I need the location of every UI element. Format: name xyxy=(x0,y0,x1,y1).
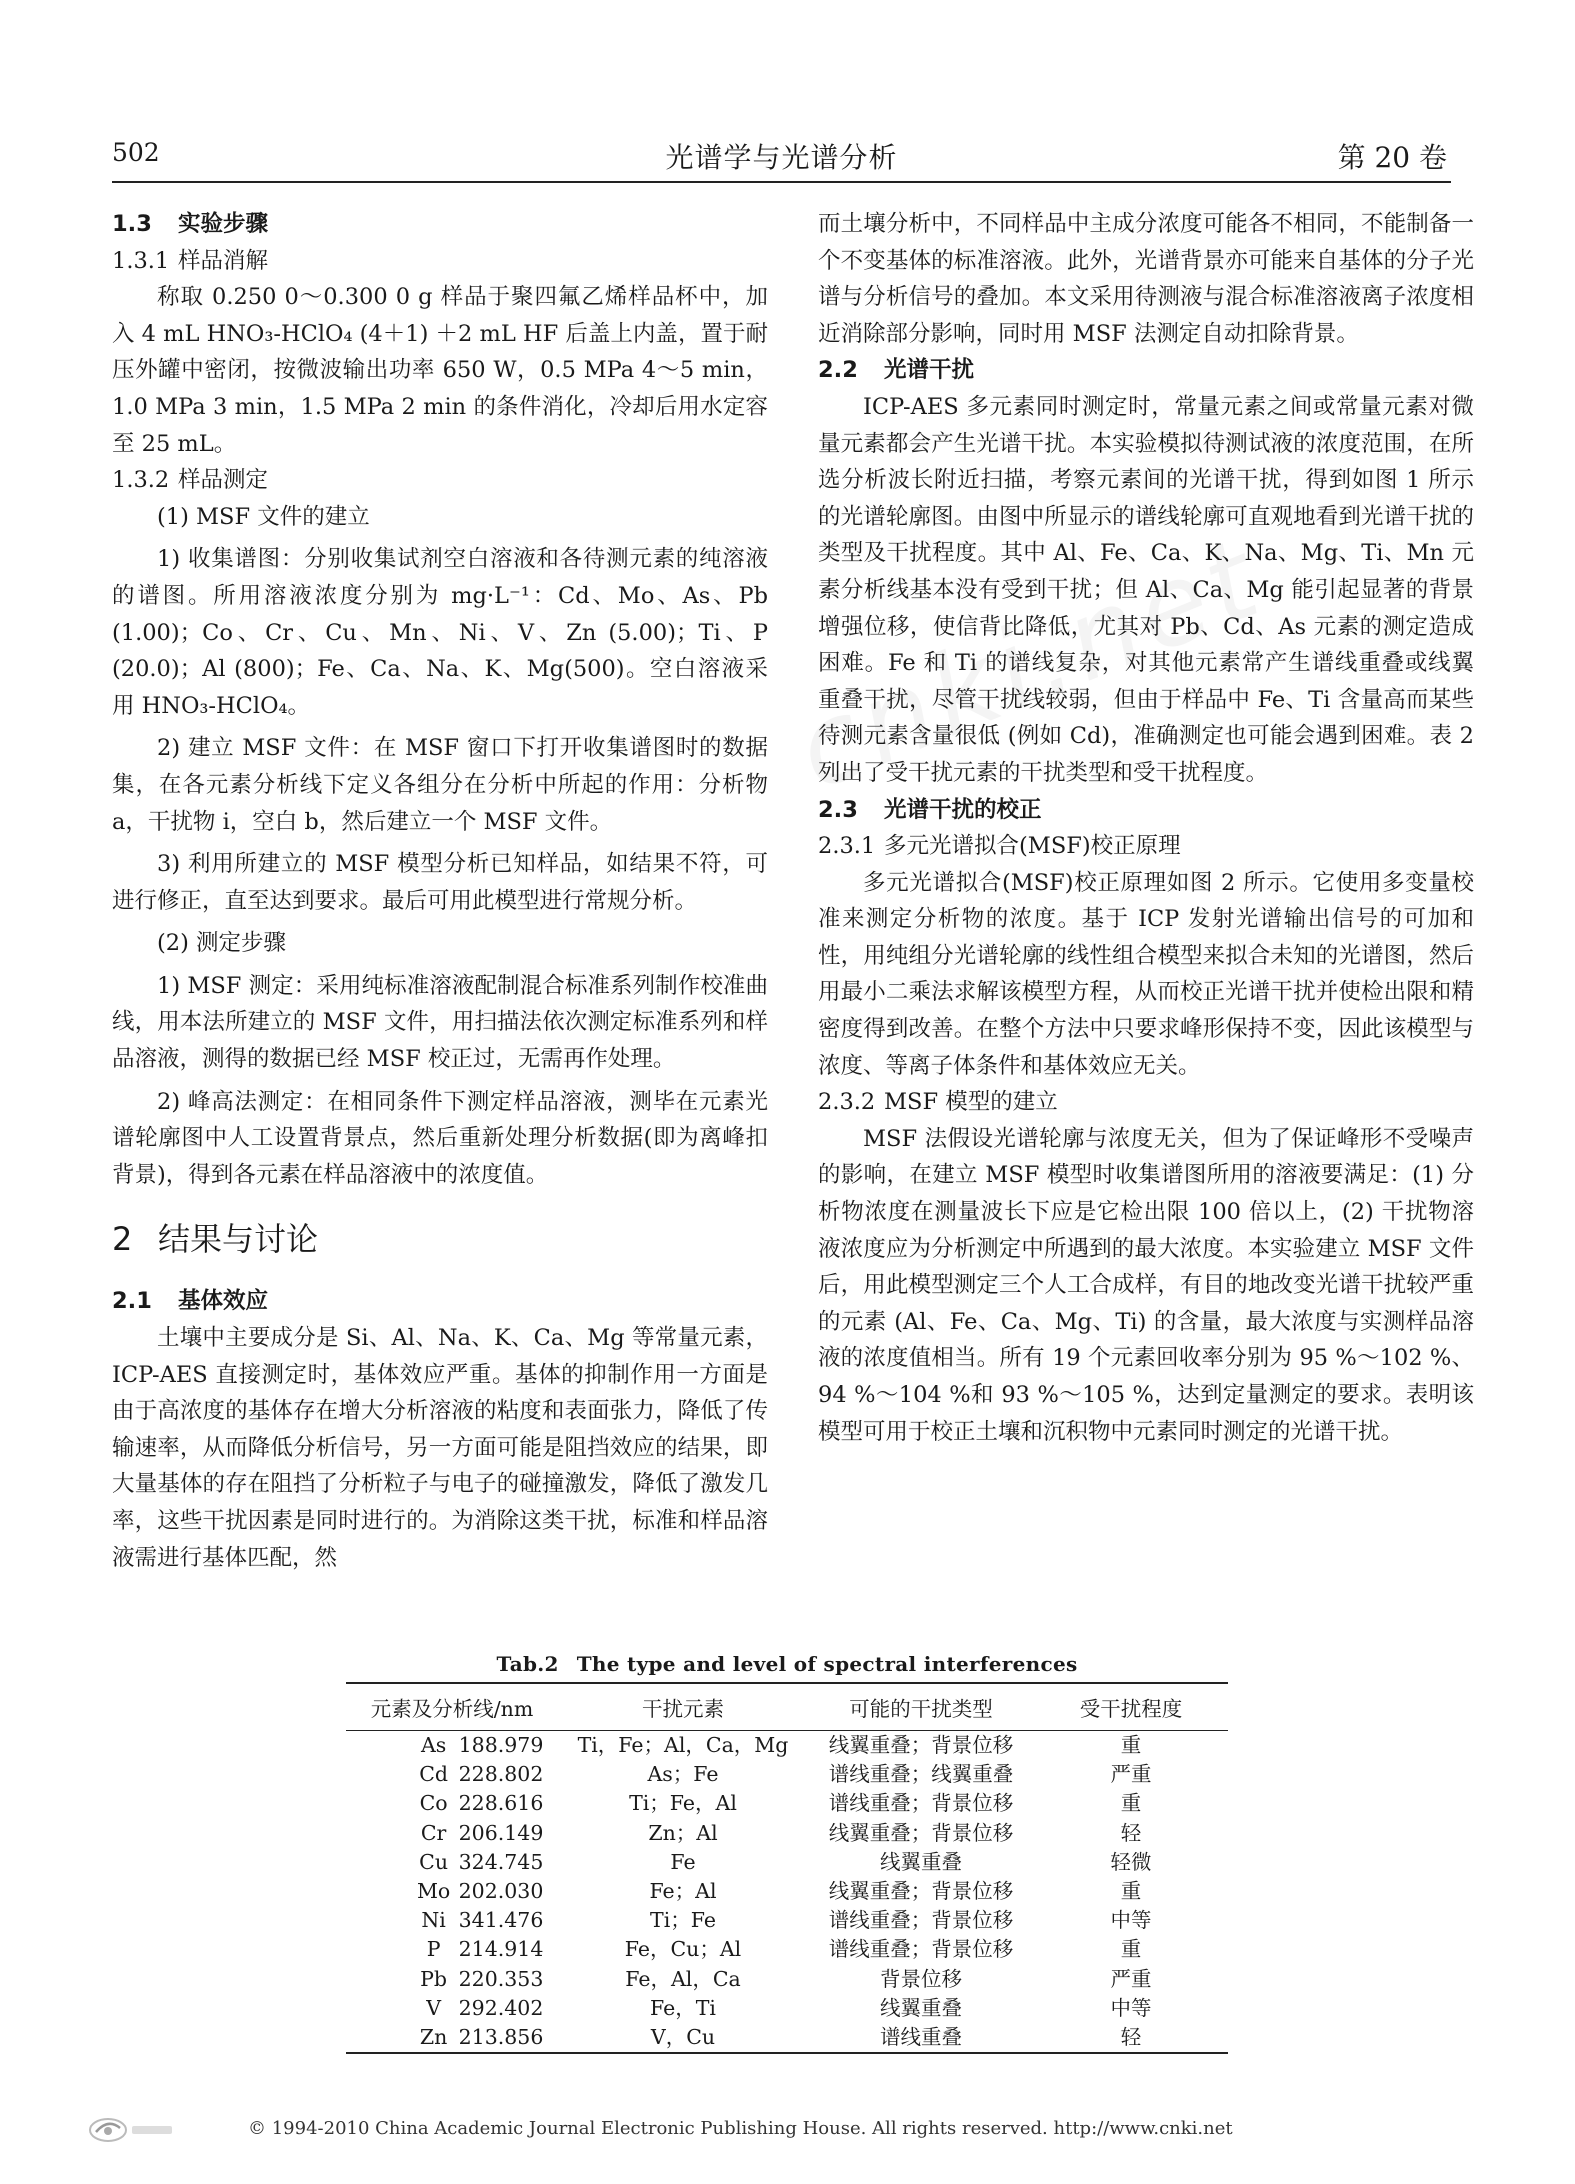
section-number: 2.1 xyxy=(112,1288,152,1315)
cell-element-line xyxy=(346,1848,558,1877)
wavelength: 220.353 xyxy=(458,1966,544,1991)
cell-interference-level: 严重 xyxy=(1110,1966,1152,1991)
cell-element-line xyxy=(346,1935,558,1964)
element-symbol: Cu xyxy=(419,1849,449,1874)
cell-interference-level: 重 xyxy=(1120,1791,1142,1816)
paragraph-spectral-interference: ICP-AES 多元素同时测定时，常量元素之间或常量元素对微量元素都会产生光谱干扰。本实验模拟待测试液的浓度范围，在所选分析波长附近扫描，考察元素间的光谱干扰，得到如图 1 所示的光谱轮廓图。由图中所显示的谱线轮廓可直观地看到光谱干扰的类型及干扰程度。其中 Al、Fe、Ca、K、Na、Mg、Ti、Mn 元素分析线基本没有受到干扰；但 Al、Ca、Mg 能引起显著的背景增强位移，使信背比降低，尤其对 Pb、Cd、As 元素的测定造成困难。Fe 和 Ti 的谱线复杂，对其他元素常产生谱线重叠或线翼重叠干扰，尽管干扰线较弱，但由于样品中 Fe、Ti 含量高而某些待测元素含量很低 (例如 Cd)，准确测定也可能会遇到困难。表 2 列出了受干扰元素的干扰类型和受干扰程度。 xyxy=(818,393,1474,786)
cell-interference-level: 重 xyxy=(1120,1733,1142,1757)
cell-interference-type: 线翼重叠；背景位移 xyxy=(828,1820,1014,1845)
cnki-logo-icon xyxy=(86,2114,178,2146)
table-row xyxy=(346,1731,1228,1761)
paragraph-msf-model: MSF 法假设光谱轮廓与浓度无关，但为了保证峰形不受噪声的影响，在建立 MSF 模型时收集谱图所用的溶液要满足：(1) 分析物浓度在测量波长下应是它检出限 100 倍以上，(2) 干扰物溶液浓度应为分析测定中所遇到的最大浓度。本实验建立 MSF 文件后，用此模型测定三个人工合成样，有目的地改变光谱干扰较严重的元素 (Al、Fe、Ca、Mg、Ti) 的含量，最大浓度与实测样品溶液的浓度值相当。所有 19 个元素回收率分别为 95 %～102 %、94 %～104 %和 93 %～105 %，达到定量测定的要求。表明该模型可用于校正土壤和沉积物中元素同时测定的光谱干扰。 xyxy=(818,1125,1474,1445)
cell-element-line xyxy=(346,1760,558,1789)
cell-element-line xyxy=(346,1906,558,1935)
section-title: 实验步骤 xyxy=(178,211,269,237)
element-symbol: Mo xyxy=(416,1879,451,1904)
wavelength: 228.616 xyxy=(458,1791,544,1816)
paragraph-digestion: 称取 0.250 0～0.300 0 g 样品于聚四氟乙烯样品杯中，加入 4 mL HNO₃-HClO₄ (4＋1) ＋2 mL HF 后盖上内盖，置于耐压外罐中密闭，按微波输出功率 650 W，0.5 MPa 4～5 min，1.0 MPa 3 min，1.5 MPa 2 min 的条件消化，冷却后用水定容至 25 mL。 xyxy=(112,284,768,457)
cell-element-line xyxy=(346,1877,558,1906)
section-heading-1-3 xyxy=(112,206,768,243)
wavelength: 228.802 xyxy=(458,1762,544,1787)
paragraph-step-2: 2) 建立 MSF 文件：在 MSF 窗口下打开收集谱图时的数据集，在各元素分析线下定义各组分在分析中所起的作用：分析物 a，干扰物 i，空白 b，然后建立一个 MSF 文件。 xyxy=(112,735,768,835)
section-number: 2.3.1 xyxy=(818,833,876,860)
element-symbol: Pb xyxy=(420,1966,448,1991)
cell-interference-type: 线翼重叠；背景位移 xyxy=(828,1879,1014,1904)
column-header: 干扰元素 xyxy=(642,1697,724,1721)
paragraph-matrix-effect: 土壤中主要成分是 Si、Al、Na、K、Ca、Mg 等常量元素，ICP-AES 直接测定时，基体效应严重。基体的抑制作用一方面是由于高浓度的基体存在增大分析溶液的粘度和表面张力，降低了传输速率，从而降低分析信号，另一方面可能是阻挡效应的结果，即大量基体的存在阻挡了分析粒子与电子的碰撞激发，降低了激发几率，这些干扰因素是同时进行的。为消除这类干扰，标准和样品溶液需进行基体匹配，然 xyxy=(112,1325,768,1571)
cell-interferents: Ti，Fe；Al，Ca，Mg xyxy=(577,1733,789,1757)
element-symbol: As xyxy=(420,1733,447,1757)
list-item-measurement: (2) 测定步骤 xyxy=(157,930,287,957)
table-row xyxy=(346,1877,1228,1906)
section-title: 多元光谱拟合(MSF)校正原理 xyxy=(884,833,1181,860)
table-row xyxy=(346,1848,1228,1877)
section-heading-2-2 xyxy=(818,352,1474,389)
element-symbol: Zn xyxy=(419,2025,448,2050)
subsection-heading-1-3-1 xyxy=(112,243,768,280)
cell-interference-level: 重 xyxy=(1120,1879,1142,1904)
cell-interference-type: 谱线重叠；背景位移 xyxy=(828,1791,1014,1816)
cell-interferents: Fe，Cu；Al xyxy=(624,1937,742,1962)
table-row xyxy=(346,1760,1228,1789)
cell-interferents: As；Fe xyxy=(647,1762,719,1787)
paragraph-msf-principle: 多元光谱拟合(MSF)校正原理如图 2 所示。它使用多变量校准来测定分析物的浓度。基于 ICP 发射光谱输出信号的可加和性，用纯组分光谱轮廓的线性组合模型来拟合未知的光谱图，然后用最小二乘法求解该模型方程，从而校正光谱干扰并使检出限和精密度得到改善。在整个方法中只要求峰形保持不变，因此该模型与浓度、等离子体条件和基体效应无关。 xyxy=(818,869,1474,1079)
cell-interference-level: 重 xyxy=(1120,1937,1142,1962)
element-symbol: Co xyxy=(419,1791,448,1816)
wavelength: 341.476 xyxy=(458,1908,544,1933)
cell-element-line xyxy=(346,1994,558,2023)
cell-interferents: Fe，Al，Ca xyxy=(625,1966,741,1991)
cell-element-line xyxy=(346,2023,558,2053)
paragraph-continued: 而土壤分析中，不同样品中主成分浓度可能各不相同，不能制备一个不变基体的标准溶液。此外，光谱背景亦可能来自基体的分子光谱与分析信号的叠加。本文采用待测液与混合标准溶液离子浓度相近消除部分影响，同时用 MSF 法测定自动扣除背景。 xyxy=(818,211,1474,347)
cell-interference-type: 谱线重叠；背景位移 xyxy=(828,1937,1014,1962)
column-header: 元素及分析线/nm xyxy=(370,1697,534,1721)
table-header-row xyxy=(346,1683,1228,1731)
section-title: 光谱干扰的校正 xyxy=(884,796,1042,823)
section-number: 1.3.1 xyxy=(112,247,170,274)
table-title: The type and level of spectral interferences xyxy=(576,1652,1078,1676)
wavelength: 188.979 xyxy=(458,1733,544,1757)
cell-interference-level: 轻微 xyxy=(1110,1849,1152,1874)
table-row xyxy=(346,1935,1228,1964)
section-title: MSF 模型的建立 xyxy=(884,1089,1058,1116)
cell-element-line xyxy=(346,1789,558,1818)
left-column xyxy=(112,206,768,1576)
journal-title: 光谱学与光谱分析 xyxy=(665,141,898,174)
table-row xyxy=(346,1906,1228,1935)
section-heading-2-3 xyxy=(818,792,1474,829)
section-number: 2.2 xyxy=(818,357,858,384)
header-rule xyxy=(112,181,1451,183)
cell-element-line xyxy=(346,1731,558,1761)
cell-interferents: V，Cu xyxy=(650,2025,716,2050)
section-heading-2-1 xyxy=(112,1283,768,1320)
cell-interference-type: 谱线重叠；背景位移 xyxy=(828,1908,1014,1933)
cell-interferents: Fe xyxy=(670,1849,696,1874)
cell-interference-level: 中等 xyxy=(1110,1908,1152,1933)
column-header: 可能的干扰类型 xyxy=(849,1697,993,1721)
section-title: 样品消解 xyxy=(178,247,269,274)
cell-interference-level: 轻 xyxy=(1120,2025,1142,2050)
interference-table xyxy=(346,1682,1228,2054)
wavelength: 214.914 xyxy=(458,1937,544,1962)
wavelength: 202.030 xyxy=(458,1879,544,1904)
element-symbol: Ni xyxy=(421,1908,446,1933)
section-number: 2.3.2 xyxy=(818,1089,876,1116)
subsection-heading-1-3-2 xyxy=(112,462,768,499)
paragraph-peak-height: 2) 峰高法测定：在相同条件下测定样品溶液，测毕在元素光谱轮廓图中人工设置背景点，然后重新处理分析数据(即为离峰扣背景)，得到各元素在样品溶液中的浓度值。 xyxy=(112,1088,768,1188)
copyright-notice: © 1994-2010 China Academic Journal Electronic Publishing House. All rights reserved. http://www.cnki.net xyxy=(248,2118,1233,2139)
section-title: 基体效应 xyxy=(178,1288,269,1315)
cell-interferents: Ti；Fe，Al xyxy=(629,1791,737,1816)
cell-interference-level: 轻 xyxy=(1120,1820,1142,1845)
cell-interference-level: 中等 xyxy=(1110,1995,1152,2020)
table-label: Tab.2 xyxy=(496,1652,559,1676)
paragraph-msf-measure: 1) MSF 测定：采用纯标准溶液配制混合标准系列制作校准曲线，用本法所建立的 MSF 文件，用扫描法依次测定标准系列和样品溶液，测得的数据已经 MSF 校正过，无需再作处理。 xyxy=(112,972,768,1073)
element-symbol: P xyxy=(426,1937,441,1962)
paragraph-step-3: 3) 利用所建立的 MSF 模型分析已知样品，如结果不符，可进行修正，直至达到要求。最后可用此模型进行常规分析。 xyxy=(112,851,768,914)
table-row xyxy=(346,1819,1228,1848)
wavelength: 292.402 xyxy=(458,1995,544,2020)
cell-interferents: Fe；Al xyxy=(649,1879,717,1904)
column-header: 受干扰程度 xyxy=(1079,1697,1183,1721)
table-caption xyxy=(346,1652,1228,1676)
cell-interference-level: 严重 xyxy=(1110,1762,1152,1787)
paragraph-step-1: 1) 收集谱图：分别收集试剂空白溶液和各待测元素的纯溶液的谱图。所用溶液浓度分别为 mg·L⁻¹：Cd、Mo、As、Pb (1.00)；Co、Cr、Cu、Mn、Ni、V、Zn (5.00)；Ti、P (20.0)；Al (800)；Fe、Ca、Na、K、Mg(500)。空白溶液采用 HNO₃-HClO₄。 xyxy=(112,546,768,719)
table-row xyxy=(346,2023,1228,2053)
table-row xyxy=(346,1965,1228,1994)
cell-interference-type: 谱线重叠 xyxy=(880,2025,962,2050)
subsection-heading-2-3-1 xyxy=(818,828,1474,865)
list-item-msf-file: (1) MSF 文件的建立 xyxy=(157,503,370,530)
table-row xyxy=(346,1789,1228,1818)
cell-interference-type: 谱线重叠；线翼重叠 xyxy=(828,1762,1014,1787)
element-symbol: Cd xyxy=(419,1762,449,1787)
table-row xyxy=(346,1994,1228,2023)
section-number: 2.3 xyxy=(818,796,858,823)
right-column xyxy=(818,206,1474,1450)
volume-label: 第 20 卷 xyxy=(1337,141,1447,174)
wavelength: 206.149 xyxy=(458,1820,544,1845)
section-number: 2 xyxy=(112,1220,133,1259)
page-number: 502 xyxy=(112,138,160,167)
cell-interference-type: 背景位移 xyxy=(880,1966,962,1991)
element-symbol: Cr xyxy=(420,1820,447,1845)
section-title: 样品测定 xyxy=(178,467,269,494)
cell-interferents: Fe，Ti xyxy=(650,1995,716,2020)
cell-interference-type: 线翼重叠 xyxy=(880,1849,962,1874)
page-footer xyxy=(80,2112,1480,2152)
cell-interference-type: 线翼重叠 xyxy=(880,1995,962,2020)
cell-interferents: Zn；Al xyxy=(648,1820,718,1845)
subsection-heading-2-3-2 xyxy=(818,1084,1474,1121)
running-header xyxy=(112,130,1451,180)
element-symbol: V xyxy=(426,1995,442,2020)
cell-element-line xyxy=(346,1819,558,1848)
section-title: 光谱干扰 xyxy=(884,357,975,384)
cell-interferents: Ti；Fe xyxy=(650,1908,716,1933)
section-number: 1.3 xyxy=(112,211,152,237)
cell-interference-type: 线翼重叠；背景位移 xyxy=(828,1733,1014,1757)
section-heading-2 xyxy=(112,1217,768,1261)
section-number: 1.3.2 xyxy=(112,467,170,494)
section-title: 结果与讨论 xyxy=(158,1220,319,1259)
cell-element-line xyxy=(346,1965,558,1994)
wavelength: 324.745 xyxy=(458,1849,544,1874)
wavelength: 213.856 xyxy=(458,2025,544,2050)
